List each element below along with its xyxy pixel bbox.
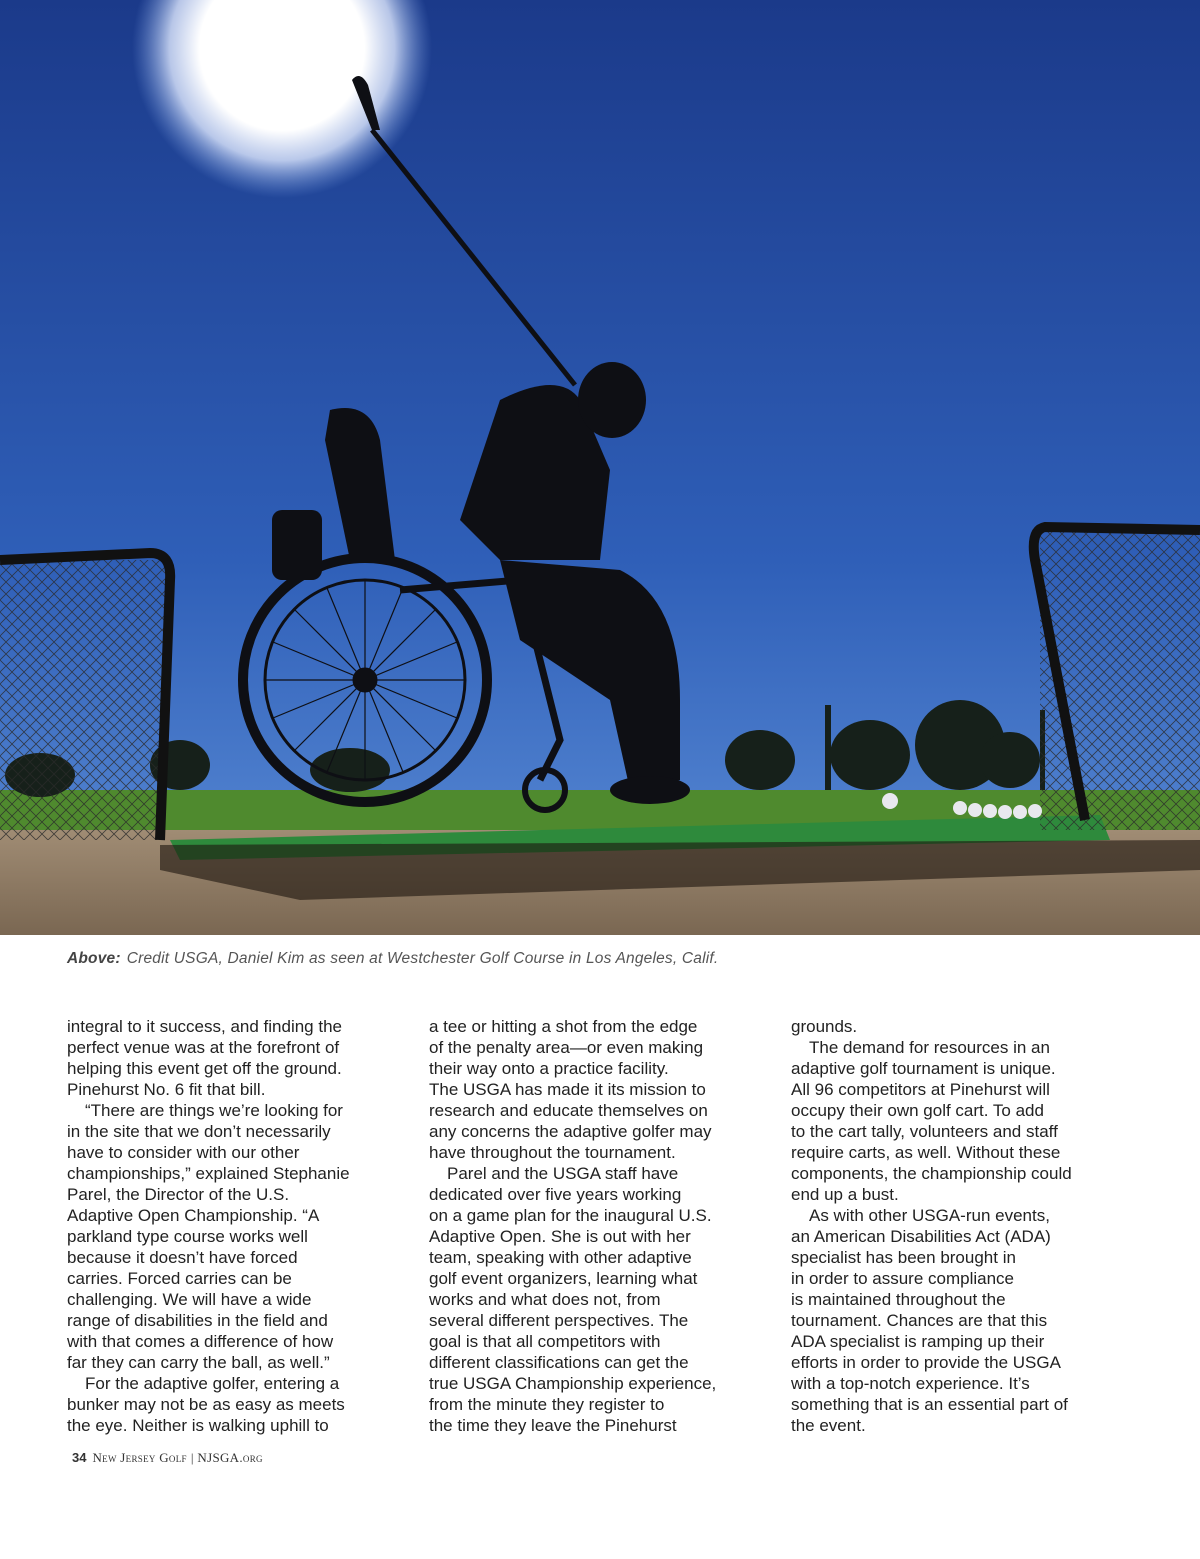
article-column-1	[67, 1016, 407, 1436]
text-line: The USGA has made it its mission to	[429, 1080, 706, 1099]
text-line: parkland type course works well	[67, 1227, 308, 1246]
caption-text: Credit USGA, Daniel Kim as seen at Westchester Golf Course in Los Angeles, Calif.	[126, 950, 719, 967]
text-line: championships,” explained Stephanie	[67, 1164, 350, 1183]
text-line: specialist has been brought in	[791, 1248, 1016, 1267]
text-line: different classifications can get the	[429, 1353, 689, 1372]
page-footer	[72, 1450, 263, 1466]
article-column-3	[791, 1016, 1136, 1436]
text-line: integral to it success, and finding the	[67, 1017, 342, 1036]
text-line: because it doesn’t have forced	[67, 1248, 298, 1267]
text-line: of the penalty area—or even making	[429, 1038, 704, 1057]
article-column-2	[429, 1016, 769, 1436]
text-line: perfect venue was at the forefront of	[67, 1038, 340, 1057]
text-line: components, the championship could	[791, 1164, 1072, 1183]
text-line: the time they leave the Pinehurst	[429, 1416, 677, 1435]
caption-label: Above:	[67, 950, 121, 967]
text-line: challenging. We will have a wide	[67, 1290, 312, 1309]
text-line: Parel and the USGA staff have	[447, 1164, 679, 1183]
text-line: As with other USGA-run events,	[809, 1206, 1050, 1225]
text-line: in order to assure compliance	[791, 1269, 1015, 1288]
page-number: 34	[72, 1450, 87, 1465]
text-line: tournament. Chances are that this	[791, 1311, 1048, 1330]
text-line: efforts in order to provide the USGA	[791, 1353, 1061, 1372]
text-line: bunker may not be as easy as meets	[67, 1395, 345, 1414]
text-line: Pinehurst No. 6 fit that bill.	[67, 1080, 266, 1099]
text-line: research and educate themselves on	[429, 1101, 708, 1120]
text-line: true USGA Championship experience,	[429, 1374, 717, 1393]
text-line: All 96 competitors at Pinehurst will	[791, 1080, 1050, 1099]
text-line: goal is that all competitors with	[429, 1332, 661, 1351]
text-line: a tee or hitting a shot from the edge	[429, 1017, 698, 1036]
text-line: their way onto a practice facility.	[429, 1059, 669, 1078]
text-line: The demand for resources in an	[809, 1038, 1050, 1057]
footer-separator: |	[190, 1450, 194, 1465]
text-line: is maintained throughout the	[791, 1290, 1006, 1309]
text-line: the event.	[791, 1416, 866, 1435]
text-line: golf event organizers, learning what	[429, 1269, 698, 1288]
photo-caption	[67, 950, 718, 968]
text-line: with that comes a difference of how	[67, 1332, 334, 1351]
text-line: on a game plan for the inaugural U.S.	[429, 1206, 712, 1225]
text-line: grounds.	[791, 1017, 858, 1036]
text-line: Adaptive Open Championship. “A	[67, 1206, 320, 1225]
text-line: have throughout the tournament.	[429, 1143, 676, 1162]
text-line: have to consider with our other	[67, 1143, 300, 1162]
text-line: require carts, as well. Without these	[791, 1143, 1061, 1162]
text-line: “There are things we’re looking for	[85, 1101, 343, 1120]
text-line: in the site that we don’t necessarily	[67, 1122, 331, 1141]
text-line: team, speaking with other adaptive	[429, 1248, 692, 1267]
text-line: to the cart tally, volunteers and staff	[791, 1122, 1058, 1141]
text-line: adaptive golf tournament is unique.	[791, 1059, 1056, 1078]
text-line: dedicated over five years working	[429, 1185, 682, 1204]
text-line: the eye. Neither is walking uphill to	[67, 1416, 329, 1435]
text-line: carries. Forced carries can be	[67, 1269, 292, 1288]
text-line: Parel, the Director of the U.S.	[67, 1185, 290, 1204]
text-line: several different perspectives. The	[429, 1311, 689, 1330]
text-line: any concerns the adaptive golfer may	[429, 1122, 712, 1141]
text-line: with a top-notch experience. It’s	[791, 1374, 1030, 1393]
text-line: end up a bust.	[791, 1185, 899, 1204]
magazine-title: New Jersey Golf	[92, 1450, 187, 1465]
text-line: from the minute they register to	[429, 1395, 665, 1414]
text-line: Adaptive Open. She is out with her	[429, 1227, 691, 1246]
text-line: an American Disabilities Act (ADA)	[791, 1227, 1051, 1246]
text-line: works and what does not, from	[429, 1290, 661, 1309]
text-line: range of disabilities in the field and	[67, 1311, 328, 1330]
website-link[interactable]: NJSGA.org	[197, 1450, 263, 1465]
text-line: far they can carry the ball, as well.”	[67, 1353, 330, 1372]
text-line: helping this event get off the ground.	[67, 1059, 342, 1078]
text-line: something that is an essential part of	[791, 1395, 1068, 1414]
text-line: For the adaptive golfer, entering a	[85, 1374, 340, 1393]
text-line: ADA specialist is ramping up their	[791, 1332, 1045, 1351]
text-line: occupy their own golf cart. To add	[791, 1101, 1044, 1120]
